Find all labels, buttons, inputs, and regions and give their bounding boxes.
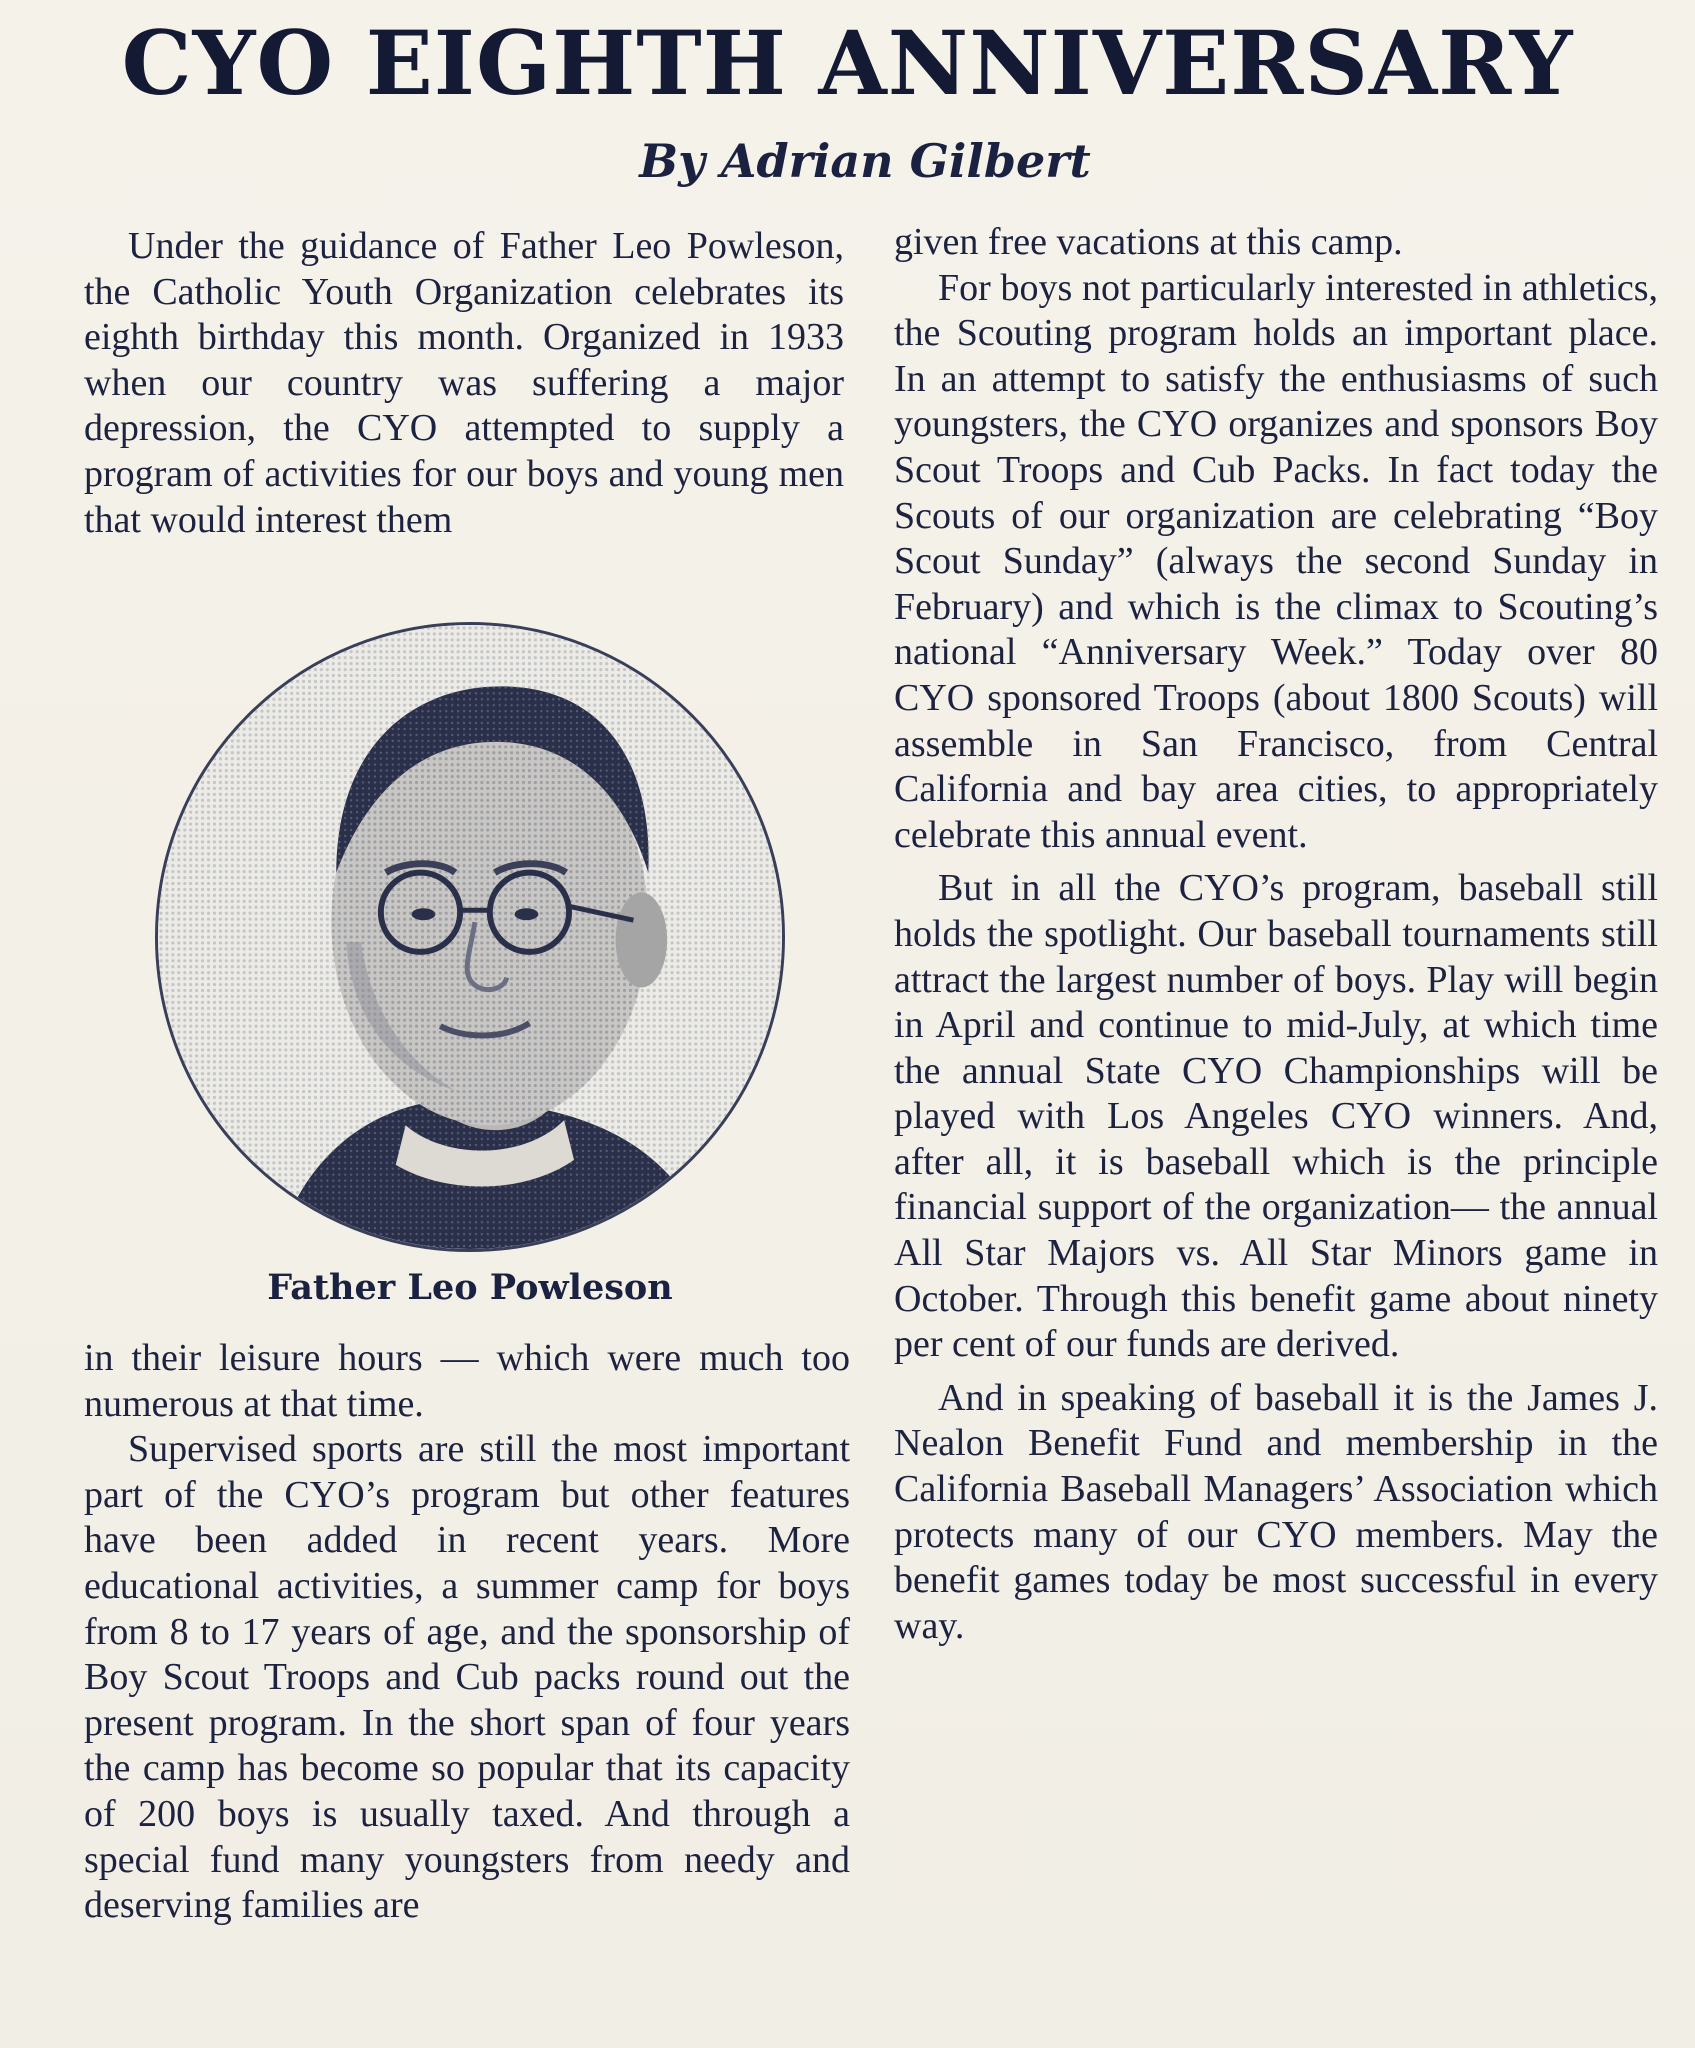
portrait-photo-icon: [158, 625, 782, 1249]
left-column-top: [84, 224, 844, 543]
paragraph-intro: Under the guidance of Father Leo Powleson, the Catholic Youth Organization celebrates its eighth birthday this month. Organized in 1933 when our country was suffering a major depression, the CYO attempted to supply a program of activities for our boys and young men that would interest them: [84, 225, 844, 541]
article-title: CYO EIGHTH ANNIVERSARY: [121, 11, 1574, 115]
portrait-photo: [155, 622, 785, 1252]
article-byline: By Adrian Gilbert: [639, 134, 1091, 188]
right-column: [894, 220, 1658, 1649]
paragraph-benefit-fund: And in speaking of baseball it is the James J. Nealon Benefit Fund and membership in the California Baseball Managers’ Association which protects many of our CYO members. May the benefit games today be most successful in every way.: [894, 1376, 1658, 1647]
paragraph-leisure: in their leisure hours — which were much too numerous at that time.: [84, 1337, 850, 1425]
left-column-bottom: [84, 1336, 850, 1929]
paragraph-baseball: But in all the CYO’s program, baseball still holds the spotlight. Our baseball tournaments still attract the largest number of boys. Play will begin in April and continue to mid-July, at which time the annual State CYO Championships will be played with Los Angeles CYO winners. And, after all, it is baseball which is the principle financial support of the organization— the annual All Star Majors vs. All Star Minors game in October. Through this benefit game about ninety per cent of our funds are derived.: [894, 867, 1658, 1366]
paragraph-scouting: For boys not particularly interested in athletics, the Scouting program holds an important place. In an attempt to satisfy the enthusiasms of such youngsters, the CYO organizes and sponsors Boy Scout Troops and Cub Packs. In fact today the Scouts of our organization are celebrating “Boy Scout Sunday” (always the second Sunday in February) and which is the climax to Scouting’s national “Anniversary Week.” Today over 80 CYO sponsored Troops (about 1800 Scouts) will assemble in San Francisco, from Central California and bay area cities, to appropriately celebrate this annual event.: [894, 266, 1658, 856]
paragraph-sports: Supervised sports are still the most important part of the CYO’s program but other features have been added in recent years. More educational activities, a summer camp for boys from 8 to 17 years of age, and the sponsorship of Boy Scout Troops and Cub packs round out the present program. In the short span of four years the camp has become so popular that its capacity of 200 boys is usually taxed. And through a special fund many youngsters from needy and deserving families are: [84, 1428, 850, 1927]
paragraph-vacations: given free vacations at this camp.: [894, 221, 1403, 263]
photo-caption: Father Leo Powleson: [267, 1267, 673, 1308]
